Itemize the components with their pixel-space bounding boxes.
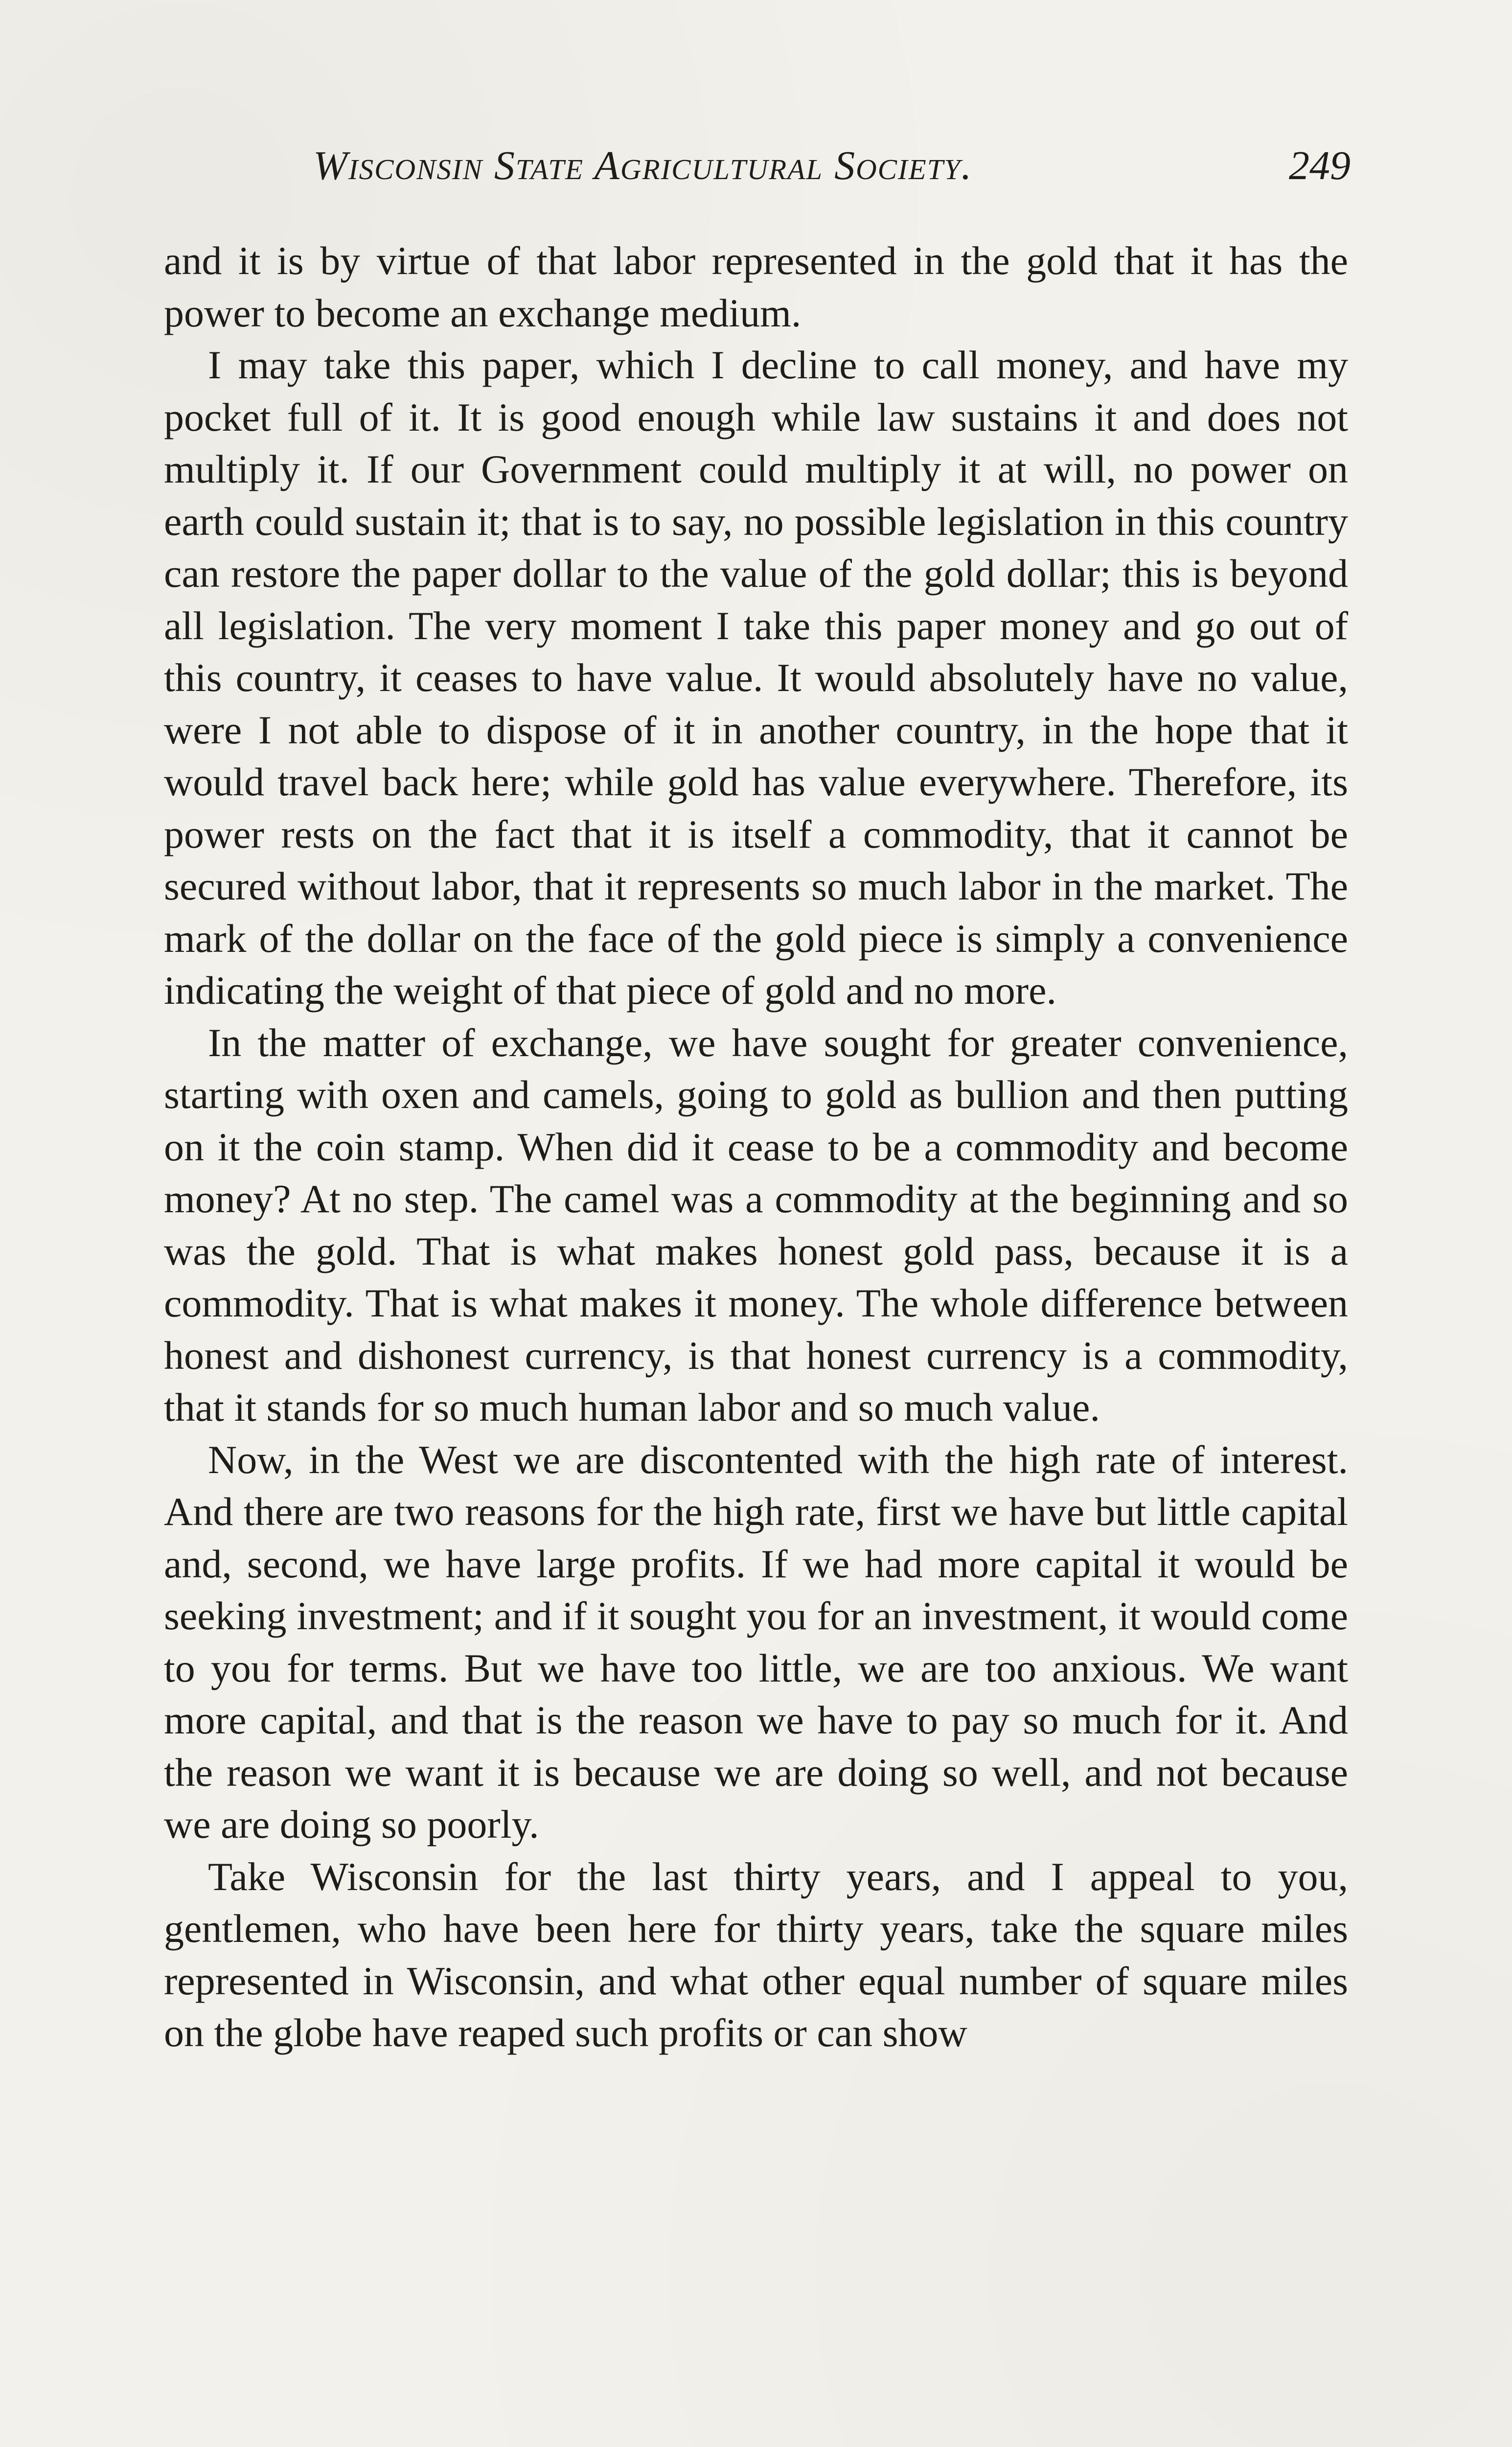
running-title: Wisconsin State Agricultural Society. — [313, 143, 973, 188]
paragraph-5: Take Wisconsin for the last thirty years, and I appeal to you, gentlemen, who have been here for thirty years, take the square miles represented in Wisconsin, and what other equal number of square miles on the globe have reaped such profits or can show — [164, 1854, 1348, 2055]
paragraph-2: I may take this paper, which I decline to call money, and have my pocket full of it. It is good enough while law sustains it and does not multiply it. If our Government could multiply it at will, no power on earth could sustain it; that is to say, no possible legislation in this country can restore the paper dollar to the value of the gold dollar; this is beyond all legislation. The very moment I take this paper money and go out of this country, it ceases to have value. It would absolutely have no value, were I not able to dispose of it in another country, in the hope that it would travel back here; while gold has value everywhere. Therefore, its power rests on the fact that it is itself a commodity, that it cannot be secured without labor, that it represents so much labor in the market. The mark of the dollar on the face of the gold piece is simply a convenience indicating the weight of that piece of gold and no more. — [164, 343, 1348, 1013]
paragraph-4: Now, in the West we are discontented with the high rate of interest. And there are two reasons for the high rate, first we have but little capital and, second, we have large profits. If we had more capital it would be seeking investment; and if it sought you for an investment, it would come to you for terms. But we have too little, we are too anxious. We want more capital, and that is the reason we have to pay so much for it. And the reason we want it is because we are doing so well, and not because we are doing so poorly. — [164, 1437, 1348, 1847]
paragraph-1: and it is by virtue of that labor represented in the gold that it has the power to become an exchange medium. — [164, 238, 1348, 335]
paragraph-3: In the matter of exchange, we have sought for greater convenience, starting with oxen and camels, going to gold as bullion and then putting on it the coin stamp. When did it cease to be a commodity and become money? At no step. The camel was a commodity at the beginning and so was the gold. That is what makes honest gold pass, because it is a commodity. That is what makes it money. The whole difference between honest and dishonest currency, is that honest currency is a commodity, that it stands for so much human labor and so much value. — [164, 1020, 1348, 1430]
body-text — [164, 235, 1348, 2059]
page-header — [313, 142, 1351, 201]
page-number: 249 — [1289, 143, 1351, 188]
